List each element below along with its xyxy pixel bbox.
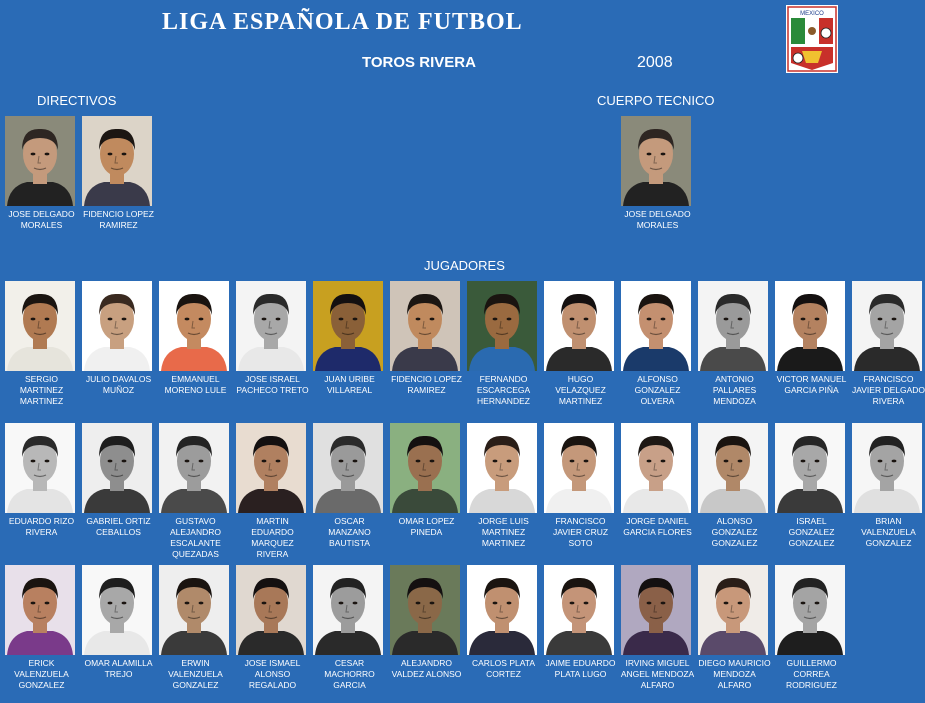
member-name: HUGO VELAZQUEZ MARTINEZ — [555, 374, 606, 406]
season-year: 2008 — [637, 54, 673, 71]
member-name: ALEJANDRO VALDEZ ALONSO — [391, 658, 462, 679]
portrait-photo — [5, 116, 75, 206]
portrait-photo — [544, 281, 614, 371]
member-name: JOSE ISRAEL PACHECO TRETO — [236, 374, 309, 395]
portrait-photo — [621, 565, 691, 655]
section-heading-jugadores: JUGADORES — [424, 258, 505, 273]
portrait-photo — [467, 281, 537, 371]
member-name: IRVING MIGUEL ANGEL MENDOZA ALFARO — [620, 658, 695, 690]
member-name: ERICK VALENZUELA GONZALEZ — [14, 658, 69, 690]
member-card — [4, 423, 79, 538]
team-emblem-logo — [786, 5, 838, 73]
member-card — [697, 281, 772, 407]
member-name: ALFONSO GONZALEZ OLVERA — [634, 374, 681, 406]
portrait-photo — [5, 423, 75, 513]
portrait-photo — [159, 423, 229, 513]
member-name: FRANCISCO JAVIER DELGADO RIVERA — [851, 374, 925, 406]
portrait-photo — [467, 565, 537, 655]
portrait-photo — [621, 281, 691, 371]
member-card — [543, 565, 618, 680]
member-name: JOSE DELGADO MORALES — [624, 209, 691, 230]
member-card — [851, 423, 925, 549]
team-name: TOROS RIVERA — [362, 54, 476, 71]
member-card — [235, 423, 310, 560]
member-card — [620, 116, 695, 231]
member-name: ISRAEL GONZALEZ GONZALEZ — [788, 516, 835, 548]
portrait-photo — [467, 423, 537, 513]
section-heading-cuerpo-tecnico: CUERPO TECNICO — [597, 93, 715, 108]
portrait-photo — [698, 423, 768, 513]
portrait-photo — [5, 565, 75, 655]
member-name: GUILLERMO CORREA RODRIGUEZ — [786, 658, 837, 690]
portrait-photo — [698, 281, 768, 371]
member-card — [620, 423, 695, 538]
member-card — [81, 116, 156, 231]
portrait-photo — [390, 281, 460, 371]
member-name: FRANCISCO JAVIER CRUZ SOTO — [552, 516, 609, 548]
member-card — [235, 281, 310, 396]
member-card — [312, 281, 387, 396]
svg-text:MEXICO: MEXICO — [800, 11, 824, 17]
portrait-photo — [621, 423, 691, 513]
member-card — [697, 565, 772, 691]
member-name: OMAR ALAMILLA TREJO — [84, 658, 153, 679]
portrait-photo — [159, 281, 229, 371]
portrait-photo — [82, 281, 152, 371]
member-name: GABRIEL ORTIZ CEBALLOS — [86, 516, 151, 537]
portrait-photo — [82, 116, 152, 206]
league-title: LIGA ESPAÑOLA DE FUTBOL — [162, 9, 523, 35]
portrait-photo — [82, 565, 152, 655]
member-name: FIDENCIO LOPEZ RAMIREZ — [391, 374, 462, 395]
portrait-photo — [159, 565, 229, 655]
member-name: OMAR LOPEZ PINEDA — [398, 516, 455, 537]
member-name: JORGE DANIEL GARCIA FLORES — [623, 516, 692, 537]
member-card — [466, 565, 541, 680]
member-name: ANTONIO PALLARES MENDOZA — [712, 374, 757, 406]
member-card — [235, 565, 310, 691]
member-card — [543, 423, 618, 549]
member-card — [312, 423, 387, 549]
section-heading-directivos: DIRECTIVOS — [37, 93, 117, 108]
member-card — [466, 281, 541, 407]
member-card — [81, 423, 156, 538]
portrait-photo — [82, 423, 152, 513]
member-card — [697, 423, 772, 549]
member-card — [851, 281, 925, 407]
portrait-photo — [236, 281, 306, 371]
portrait-photo — [698, 565, 768, 655]
member-name: JORGE LUIS MARTINEZ MARTINEZ — [478, 516, 529, 548]
portrait-photo — [5, 281, 75, 371]
member-card — [158, 565, 233, 691]
portrait-photo — [621, 116, 691, 206]
member-card — [81, 281, 156, 396]
portrait-photo — [236, 423, 306, 513]
member-card — [774, 565, 849, 691]
member-name: DIEGO MAURICIO MENDOZA ALFARO — [698, 658, 771, 690]
member-card — [774, 281, 849, 396]
portrait-photo — [313, 281, 383, 371]
member-name: JOSE DELGADO MORALES — [8, 209, 75, 230]
member-name: JAIME EDUARDO PLATA LUGO — [545, 658, 616, 679]
member-name: OSCAR MANZANO BAUTISTA — [328, 516, 371, 548]
member-name: FIDENCIO LOPEZ RAMIREZ — [83, 209, 154, 230]
member-name: ERWIN VALENZUELA GONZALEZ — [168, 658, 223, 690]
member-name: SERGIO MARTINEZ MARTINEZ — [19, 374, 64, 406]
portrait-photo — [852, 423, 922, 513]
portrait-photo — [775, 281, 845, 371]
member-card — [4, 281, 79, 407]
portrait-photo — [775, 565, 845, 655]
member-card — [4, 116, 79, 231]
member-card — [466, 423, 541, 549]
member-name: ALONSO GONZALEZ GONZALEZ — [711, 516, 758, 548]
portrait-photo — [775, 423, 845, 513]
member-name: JOSE ISMAEL ALONSO REGALADO — [244, 658, 301, 690]
portrait-photo — [852, 281, 922, 371]
portrait-photo — [236, 565, 306, 655]
member-name: MARTIN EDUARDO MARQUEZ RIVERA — [251, 516, 294, 559]
member-card — [4, 565, 79, 691]
member-name: FERNANDO ESCARCEGA HERNANDEZ — [476, 374, 531, 406]
member-card — [389, 565, 464, 680]
member-name: BRIAN VALENZUELA GONZALEZ — [861, 516, 916, 548]
member-card — [620, 281, 695, 407]
member-card — [389, 423, 464, 538]
portrait-photo — [390, 423, 460, 513]
portrait-photo — [544, 423, 614, 513]
member-name: CESAR MACHORRO GARCIA — [324, 658, 375, 690]
member-name: EMMANUEL MORENO LULE — [164, 374, 227, 395]
member-card — [620, 565, 695, 691]
member-name: EDUARDO RIZO RIVERA — [8, 516, 75, 537]
portrait-photo — [313, 565, 383, 655]
member-card — [158, 281, 233, 396]
member-card — [158, 423, 233, 560]
member-card — [543, 281, 618, 407]
member-name: JUAN URIBE VILLAREAL — [324, 374, 375, 395]
member-card — [312, 565, 387, 691]
member-card — [389, 281, 464, 396]
portrait-photo — [390, 565, 460, 655]
member-card — [81, 565, 156, 680]
member-card — [774, 423, 849, 549]
member-name: VICTOR MANUEL GARCIA PIÑA — [776, 374, 847, 395]
portrait-photo — [544, 565, 614, 655]
portrait-photo — [313, 423, 383, 513]
member-name: JULIO DAVALOS MUÑOZ — [85, 374, 152, 395]
member-name: CARLOS PLATA CORTEZ — [472, 658, 535, 679]
member-name: GUSTAVO ALEJANDRO ESCALANTE QUEZADAS — [169, 516, 221, 559]
